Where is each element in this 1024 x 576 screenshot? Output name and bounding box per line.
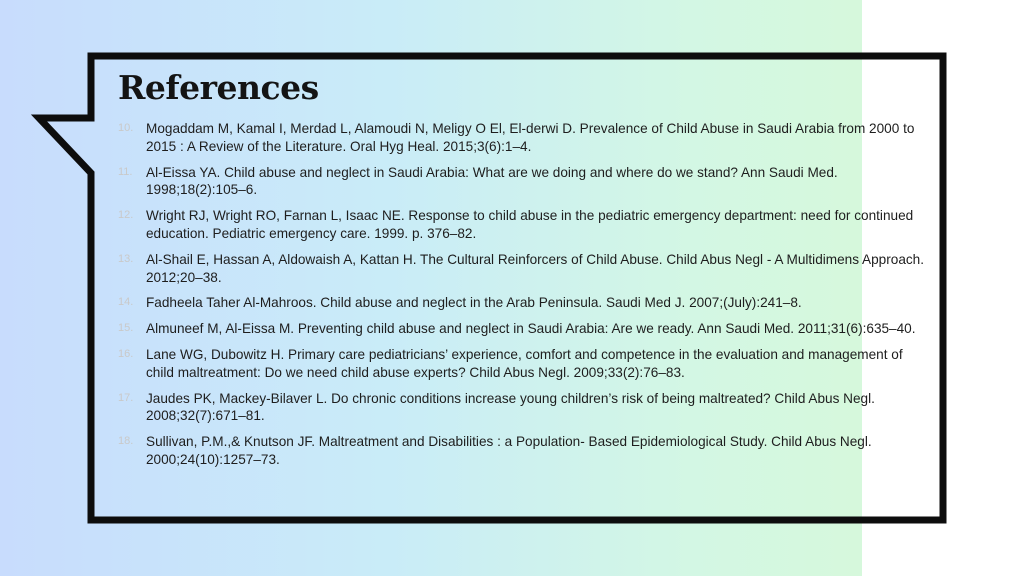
reference-text: Mogaddam M, Kamal I, Merdad L, Alamoudi N, Meligy O El, El-derwi D. Prevalence of Child Abuse in Saudi Arabia from 2000 to 2015 : A Review of the Literature. Oral Hyg Heal. 2015;3(6):1–4. — [146, 121, 915, 154]
reference-text: Wright RJ, Wright RO, Farnan L, Isaac NE. Response to child abuse in the pediatric emergency department: need for continued education. Pediatric emergency care. 1999. p. 376–82. — [146, 208, 914, 241]
reference-number: 18. — [118, 435, 134, 448]
reference-text: Al-Shail E, Hassan A, Aldowaish A, Kattan H. The Cultural Reinforcers of Child Abuse. Child Abus Negl - A Multidimens Approach. 2012;20–38. — [146, 251, 925, 285]
reference-text: Sullivan, P.M.,& Knutson JF. Maltreatment and Disabilities : a Population- Based Epidemiological Study. Child Abus Negl. 2000;24(10):1257–73. — [146, 434, 872, 467]
reference-text: Al-Eissa YA. Child abuse and neglect in Saudi Arabia: What are we doing and where do we stand? Ann Saudi Med. 1998;18(2):105–6. — [146, 164, 838, 198]
reference-text: Almuneef M, Al-Eissa M. Preventing child abuse and neglect in Saudi Arabia: Are we ready. Ann Saudi Med. 2011;31(6):635–40. — [146, 321, 916, 337]
reference-item — [118, 294, 930, 312]
references-panel — [118, 66, 930, 477]
reference-number: 15. — [118, 322, 134, 335]
reference-item — [118, 120, 930, 156]
references-list — [118, 120, 930, 469]
reference-item — [118, 433, 930, 469]
reference-number: 17. — [118, 391, 134, 404]
reference-number: 10. — [118, 122, 134, 134]
reference-number: 11. — [118, 165, 133, 178]
reference-item — [118, 251, 930, 287]
reference-number: 12. — [118, 209, 134, 222]
page-title: References — [118, 68, 319, 107]
reference-text: Fadheela Taher Al-Mahroos. Child abuse and neglect in the Arab Peninsula. Saudi Med J. 2007;(July):241–8. — [146, 295, 802, 311]
reference-item — [118, 164, 930, 200]
reference-number: 14. — [118, 296, 134, 309]
reference-item — [118, 207, 930, 243]
reference-number: 16. — [118, 347, 134, 360]
reference-item — [118, 346, 930, 382]
reference-text: Jaudes PK, Mackey-Bilaver L. Do chronic conditions increase young children’s risk of being maltreated? Child Abus Negl. 2008;32(7):671–81. — [146, 390, 875, 424]
reference-text: Lane WG, Dubowitz H. Primary care pediatricians’ experience, comfort and competence in the evaluation and management of child maltreatment: Do we need child abuse experts? Child Abus Negl. 2009;33(2):76–83. — [146, 346, 903, 380]
reference-item — [118, 390, 930, 426]
reference-number: 13. — [118, 252, 134, 265]
reference-item — [118, 320, 930, 338]
